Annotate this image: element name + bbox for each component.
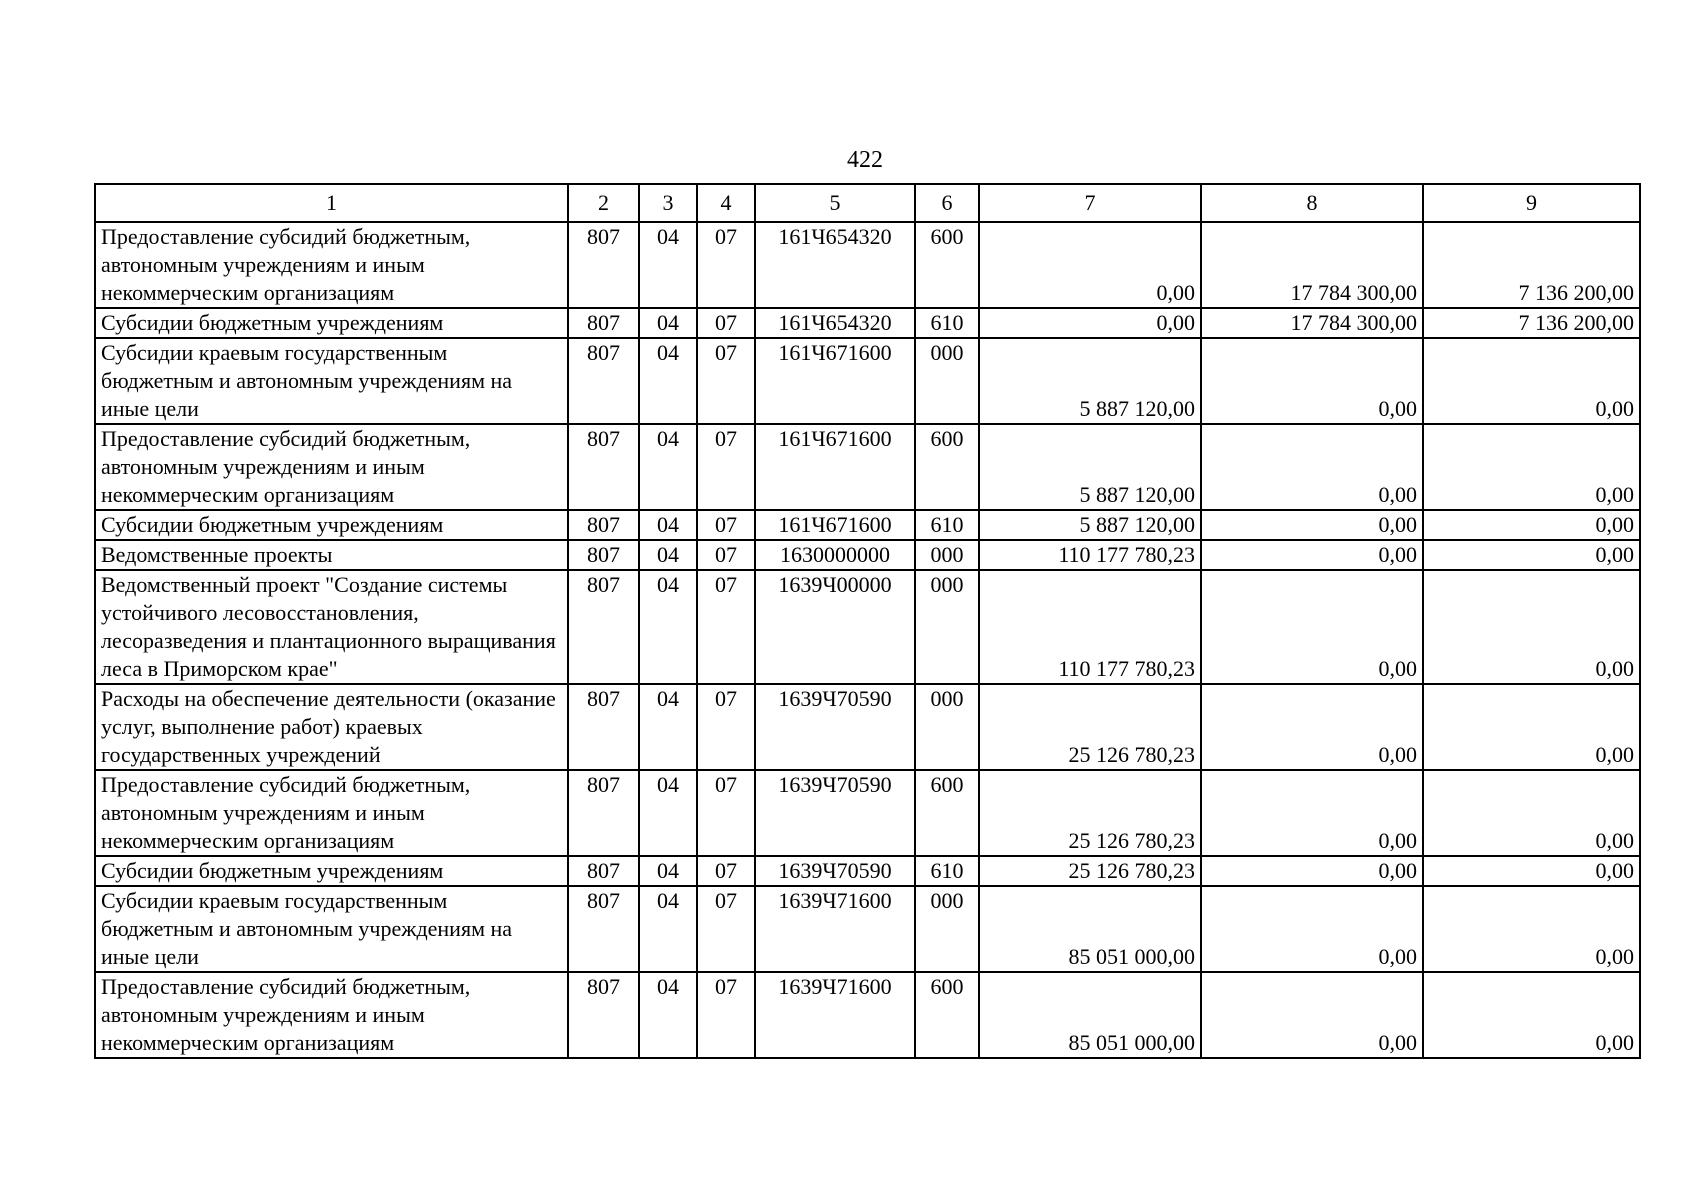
item-name-cell: Ведомственный проект "Создание системы устойчивого лесовосстановления, лесоразведения и плантационного выращивания леса в Приморском крае" — [95, 570, 568, 684]
item-name-cell: Субсидии бюджетным учреждениям — [95, 510, 568, 540]
item-name-cell: Субсидии бюджетным учреждениям — [95, 856, 568, 886]
amount-col7-cell: 5 887 120,00 — [979, 510, 1201, 540]
section-cell: 04 — [639, 972, 697, 1058]
amount-col7-cell: 5 887 120,00 — [979, 338, 1201, 424]
section-cell: 04 — [639, 424, 697, 510]
amount-col9-cell: 7 136 200,00 — [1423, 222, 1640, 308]
amount-col8-cell: 0,00 — [1201, 570, 1423, 684]
item-name-cell: Предоставление субсидий бюджетным, автономным учреждениям и иным некоммерческим организациям — [95, 972, 568, 1058]
amount-col8-cell: 0,00 — [1201, 886, 1423, 972]
expense-type-cell: 610 — [915, 856, 979, 886]
amount-col9-cell: 0,00 — [1423, 856, 1640, 886]
item-name-cell: Субсидии краевым государственным бюджетным и автономным учреждениям на иные цели — [95, 338, 568, 424]
section-cell: 04 — [639, 886, 697, 972]
ministry-code-cell: 807 — [568, 856, 639, 886]
target-article-cell: 1639Ч71600 — [755, 886, 915, 972]
amount-col8-cell: 0,00 — [1201, 770, 1423, 856]
table-row — [95, 886, 1640, 972]
section-cell: 04 — [639, 222, 697, 308]
target-article-cell: 1639Ч70590 — [755, 856, 915, 886]
amount-col8-cell: 0,00 — [1201, 424, 1423, 510]
amount-col8-cell: 17 784 300,00 — [1201, 308, 1423, 338]
target-article-cell: 1639Ч71600 — [755, 972, 915, 1058]
amount-col9-cell: 0,00 — [1423, 570, 1640, 684]
section-cell: 04 — [639, 338, 697, 424]
expense-type-cell: 600 — [915, 222, 979, 308]
expense-type-cell: 000 — [915, 684, 979, 770]
amount-col8-cell: 0,00 — [1201, 540, 1423, 570]
amount-col8-cell: 0,00 — [1201, 972, 1423, 1058]
target-article-cell: 1639Ч70590 — [755, 684, 915, 770]
expense-type-cell: 610 — [915, 308, 979, 338]
column-header: 1 — [95, 184, 568, 222]
target-article-cell: 1639Ч70590 — [755, 770, 915, 856]
table-row — [95, 338, 1640, 424]
amount-col9-cell: 0,00 — [1423, 684, 1640, 770]
expense-type-cell: 000 — [915, 540, 979, 570]
amount-col9-cell: 0,00 — [1423, 510, 1640, 540]
subsection-cell: 07 — [697, 570, 755, 684]
amount-col7-cell: 0,00 — [979, 308, 1201, 338]
item-name-cell: Предоставление субсидий бюджетным, автономным учреждениям и иным некоммерческим организациям — [95, 222, 568, 308]
table-row — [95, 972, 1640, 1058]
expense-type-cell: 000 — [915, 338, 979, 424]
expense-type-cell: 610 — [915, 510, 979, 540]
subsection-cell: 07 — [697, 308, 755, 338]
amount-col9-cell: 0,00 — [1423, 540, 1640, 570]
subsection-cell: 07 — [697, 424, 755, 510]
section-cell: 04 — [639, 856, 697, 886]
item-name-cell: Предоставление субсидий бюджетным, автономным учреждениям и иным некоммерческим организациям — [95, 424, 568, 510]
ministry-code-cell: 807 — [568, 540, 639, 570]
ministry-code-cell: 807 — [568, 886, 639, 972]
table-row — [95, 856, 1640, 886]
column-header: 8 — [1201, 184, 1423, 222]
amount-col8-cell: 0,00 — [1201, 684, 1423, 770]
ministry-code-cell: 807 — [568, 770, 639, 856]
section-cell: 04 — [639, 308, 697, 338]
target-article-cell: 161Ч654320 — [755, 222, 915, 308]
expense-type-cell: 600 — [915, 972, 979, 1058]
target-article-cell: 161Ч671600 — [755, 338, 915, 424]
item-name-cell: Предоставление субсидий бюджетным, автономным учреждениям и иным некоммерческим организациям — [95, 770, 568, 856]
item-name-cell: Расходы на обеспечение деятельности (оказание услуг, выполнение работ) краевых государственных учреждений — [95, 684, 568, 770]
expense-type-cell: 600 — [915, 770, 979, 856]
amount-col9-cell: 0,00 — [1423, 886, 1640, 972]
page-number: 422 — [847, 147, 883, 173]
target-article-cell: 161Ч671600 — [755, 424, 915, 510]
expense-type-cell: 000 — [915, 886, 979, 972]
amount-col9-cell: 0,00 — [1423, 338, 1640, 424]
target-article-cell: 1639Ч00000 — [755, 570, 915, 684]
target-article-cell: 161Ч671600 — [755, 510, 915, 540]
section-cell: 04 — [639, 510, 697, 540]
header-row — [95, 184, 1640, 222]
column-header: 9 — [1423, 184, 1640, 222]
ministry-code-cell: 807 — [568, 308, 639, 338]
table-row — [95, 570, 1640, 684]
subsection-cell: 07 — [697, 540, 755, 570]
table-row — [95, 308, 1640, 338]
table-row — [95, 424, 1640, 510]
amount-col9-cell: 7 136 200,00 — [1423, 308, 1640, 338]
table-row — [95, 684, 1640, 770]
subsection-cell: 07 — [697, 856, 755, 886]
table-row — [95, 510, 1640, 540]
expense-type-cell: 600 — [915, 424, 979, 510]
amount-col7-cell: 25 126 780,23 — [979, 770, 1201, 856]
amount-col8-cell: 0,00 — [1201, 510, 1423, 540]
target-article-cell: 161Ч654320 — [755, 308, 915, 338]
amount-col9-cell: 0,00 — [1423, 424, 1640, 510]
amount-col7-cell: 85 051 000,00 — [979, 972, 1201, 1058]
section-cell: 04 — [639, 684, 697, 770]
amount-col9-cell: 0,00 — [1423, 972, 1640, 1058]
amount-col7-cell: 85 051 000,00 — [979, 886, 1201, 972]
subsection-cell: 07 — [697, 222, 755, 308]
ministry-code-cell: 807 — [568, 222, 639, 308]
subsection-cell: 07 — [697, 684, 755, 770]
column-header: 3 — [639, 184, 697, 222]
ministry-code-cell: 807 — [568, 684, 639, 770]
subsection-cell: 07 — [697, 338, 755, 424]
column-header: 2 — [568, 184, 639, 222]
ministry-code-cell: 807 — [568, 424, 639, 510]
amount-col7-cell: 25 126 780,23 — [979, 684, 1201, 770]
table-row — [95, 540, 1640, 570]
expense-type-cell: 000 — [915, 570, 979, 684]
target-article-cell: 1630000000 — [755, 540, 915, 570]
amount-col7-cell: 5 887 120,00 — [979, 424, 1201, 510]
budget-table — [94, 183, 1641, 1059]
amount-col8-cell: 0,00 — [1201, 856, 1423, 886]
amount-col9-cell: 0,00 — [1423, 770, 1640, 856]
column-header: 5 — [755, 184, 915, 222]
amount-col8-cell: 17 784 300,00 — [1201, 222, 1423, 308]
ministry-code-cell: 807 — [568, 338, 639, 424]
subsection-cell: 07 — [697, 770, 755, 856]
table-row — [95, 222, 1640, 308]
ministry-code-cell: 807 — [568, 510, 639, 540]
item-name-cell: Субсидии краевым государственным бюджетным и автономным учреждениям на иные цели — [95, 886, 568, 972]
table-row — [95, 770, 1640, 856]
subsection-cell: 07 — [697, 886, 755, 972]
ministry-code-cell: 807 — [568, 972, 639, 1058]
column-header: 7 — [979, 184, 1201, 222]
section-cell: 04 — [639, 770, 697, 856]
subsection-cell: 07 — [697, 510, 755, 540]
amount-col7-cell: 110 177 780,23 — [979, 570, 1201, 684]
item-name-cell: Ведомственные проекты — [95, 540, 568, 570]
amount-col8-cell: 0,00 — [1201, 338, 1423, 424]
item-name-cell: Субсидии бюджетным учреждениям — [95, 308, 568, 338]
subsection-cell: 07 — [697, 972, 755, 1058]
amount-col7-cell: 25 126 780,23 — [979, 856, 1201, 886]
column-header: 4 — [697, 184, 755, 222]
section-cell: 04 — [639, 540, 697, 570]
amount-col7-cell: 0,00 — [979, 222, 1201, 308]
amount-col7-cell: 110 177 780,23 — [979, 540, 1201, 570]
ministry-code-cell: 807 — [568, 570, 639, 684]
column-header: 6 — [915, 184, 979, 222]
section-cell: 04 — [639, 570, 697, 684]
